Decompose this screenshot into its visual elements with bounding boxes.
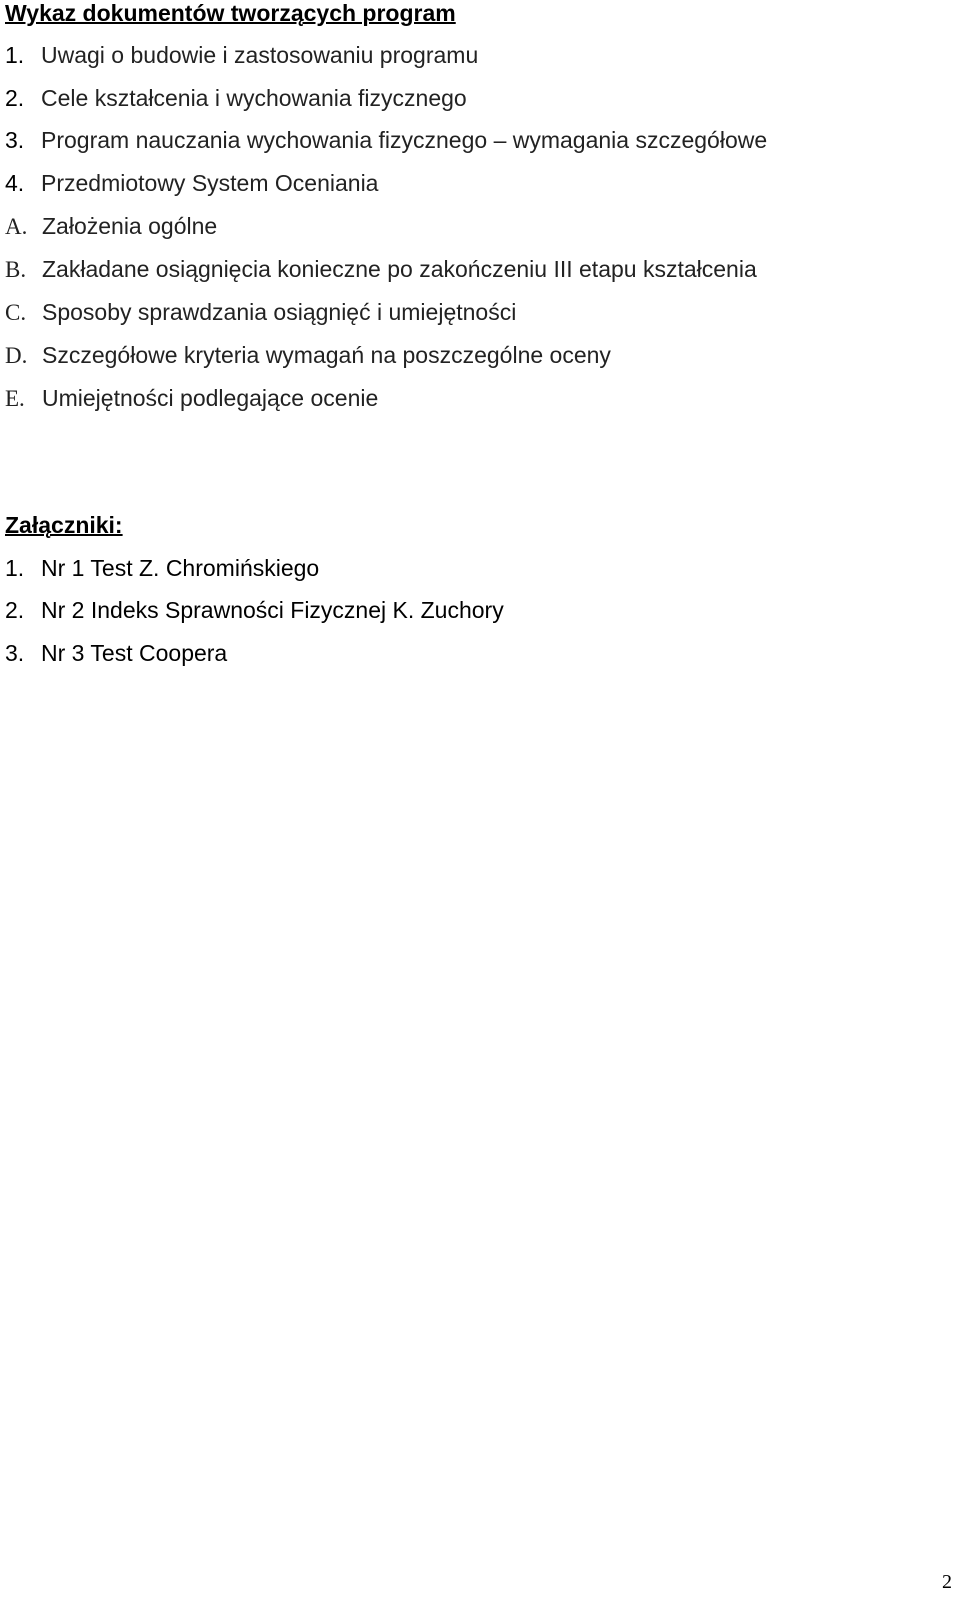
- toc-subitem-letter: E.: [5, 386, 25, 411]
- attachment-number: 1.: [5, 555, 25, 581]
- toc-subitem: [5, 344, 611, 367]
- toc-subitem-text: Zakładane osiągnięcia konieczne po zakończeniu III etapu kształcenia: [42, 256, 757, 282]
- toc-item-text: Cele kształcenia i wychowania fizycznego: [41, 85, 467, 111]
- toc-item-text: Uwagi o budowie i zastosowaniu programu: [41, 42, 479, 68]
- toc-subitem-letter: B.: [5, 257, 27, 282]
- toc-item-text: Przedmiotowy System Oceniania: [41, 170, 379, 196]
- attachment-text: Nr 3 Test Coopera: [41, 640, 228, 666]
- attachments-title: Załączniki:: [5, 512, 123, 538]
- toc-item-number: 2.: [5, 85, 25, 111]
- toc-item: [5, 172, 378, 195]
- attachment-text: Nr 2 Indeks Sprawności Fizycznej K. Zuchory: [41, 597, 504, 623]
- toc-title: Wykaz dokumentów tworzących program: [5, 0, 456, 26]
- attachment-item: [5, 557, 319, 580]
- attachment-text: Nr 1 Test Z. Chromińskiego: [41, 555, 320, 581]
- attachment-number: 2.: [5, 597, 25, 623]
- attachment-number: 3.: [5, 640, 25, 666]
- toc-subitem: [5, 258, 757, 281]
- toc-item-number: 1.: [5, 42, 25, 68]
- toc-subitem-text: Sposoby sprawdzania osiągnięć i umiejętności: [42, 299, 517, 325]
- attachment-item: [5, 599, 504, 622]
- toc-subitem-text: Umiejętności podlegające ocenie: [42, 385, 379, 411]
- page-number: 2: [942, 1571, 952, 1593]
- toc-subitem-letter: D.: [5, 343, 28, 368]
- toc-subitem-letter: C.: [5, 300, 27, 325]
- toc-subitem-text: Założenia ogólne: [42, 213, 218, 239]
- toc-subitem: [5, 387, 378, 410]
- toc-subitem: [5, 215, 217, 238]
- toc-item-number: 3.: [5, 127, 25, 153]
- attachment-item: [5, 642, 227, 665]
- toc-subitem-letter: A.: [5, 214, 28, 239]
- toc-subitem: [5, 301, 516, 324]
- toc-item: [5, 87, 467, 110]
- toc-item: [5, 44, 478, 67]
- toc-item-number: 4.: [5, 170, 25, 196]
- toc-item: [5, 129, 767, 152]
- toc-item-text: Program nauczania wychowania fizycznego – wymagania szczegółowe: [41, 127, 768, 153]
- toc-subitem-text: Szczegółowe kryteria wymagań na poszczególne oceny: [42, 342, 611, 368]
